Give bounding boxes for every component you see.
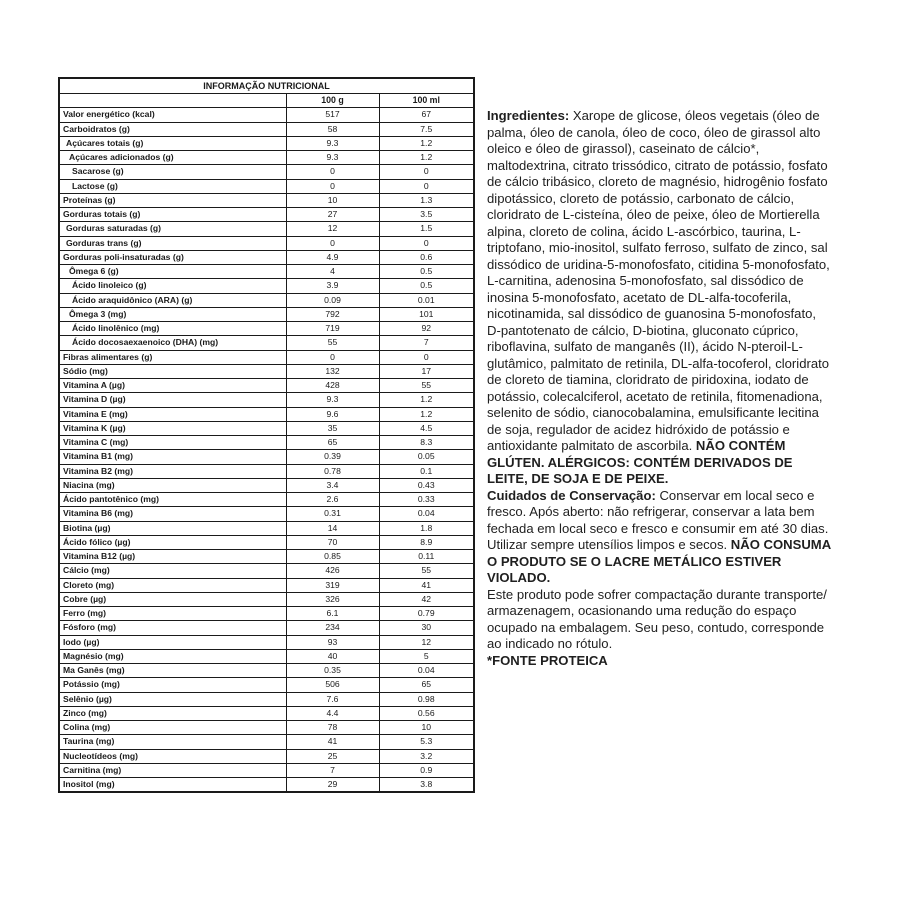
table-row (59, 393, 474, 407)
table-row (59, 122, 474, 136)
nutrient-name: Ômega 6 (g) (59, 265, 286, 279)
table-row (59, 564, 474, 578)
nutrient-name: Cobre (µg) (59, 592, 286, 606)
nutrition-facts-table (58, 77, 475, 793)
nutrient-name: Ácido docosaexaenoico (DHA) (mg) (59, 336, 286, 350)
nutrient-name: Magnésio (mg) (59, 649, 286, 663)
value-per-100g: 65 (286, 436, 379, 450)
value-per-100ml: 0 (379, 350, 474, 364)
value-per-100ml: 10 (379, 721, 474, 735)
table-row (59, 222, 474, 236)
value-per-100g: 319 (286, 578, 379, 592)
nutrient-name: Gorduras saturadas (g) (59, 222, 286, 236)
table-row (59, 165, 474, 179)
table-row (59, 721, 474, 735)
value-per-100ml: 0.79 (379, 607, 474, 621)
table-row (59, 407, 474, 421)
value-per-100ml: 0.56 (379, 706, 474, 720)
value-per-100g: 4.9 (286, 250, 379, 264)
table-row (59, 208, 474, 222)
value-per-100g: 132 (286, 364, 379, 378)
nutrient-name: Ma Ganês (mg) (59, 664, 286, 678)
value-per-100ml: 3.8 (379, 778, 474, 793)
table-row (59, 322, 474, 336)
value-per-100g: 0 (286, 179, 379, 193)
nutrient-name: Açúcares adicionados (g) (59, 151, 286, 165)
nutrient-name: Valor energético (kcal) (59, 108, 286, 122)
value-per-100g: 7.6 (286, 692, 379, 706)
compaction-note: Este produto pode sofrer compactação durante transporte/ armazenagem, ocasionando uma redução do espaço ocupado na embalagem. Seu peso, contudo, corresponde ao indicado no rótulo. (487, 586, 827, 651)
table-row (59, 664, 474, 678)
value-per-100g: 4.4 (286, 706, 379, 720)
nutrient-name: Vitamina B6 (mg) (59, 507, 286, 521)
value-per-100ml: 17 (379, 364, 474, 378)
value-per-100g: 517 (286, 108, 379, 122)
table-row (59, 179, 474, 193)
value-per-100ml: 0.6 (379, 250, 474, 264)
value-per-100g: 2.6 (286, 493, 379, 507)
value-per-100g: 10 (286, 193, 379, 207)
value-per-100ml: 67 (379, 108, 474, 122)
nutrient-name: Vitamina A (µg) (59, 379, 286, 393)
nutrient-name: Ferro (mg) (59, 607, 286, 621)
nutrient-name: Gorduras trans (g) (59, 236, 286, 250)
nutrient-name: Iodo (µg) (59, 635, 286, 649)
value-per-100ml: 7 (379, 336, 474, 350)
nutrient-name: Gorduras totais (g) (59, 208, 286, 222)
table-row (59, 293, 474, 307)
value-per-100ml: 0.5 (379, 279, 474, 293)
value-per-100ml: 1.3 (379, 193, 474, 207)
value-per-100ml: 4.5 (379, 421, 474, 435)
nutrient-name: Carnitina (mg) (59, 763, 286, 777)
value-per-100g: 3.4 (286, 478, 379, 492)
table-row (59, 379, 474, 393)
value-per-100ml: 3.2 (379, 749, 474, 763)
value-per-100g: 9.3 (286, 151, 379, 165)
table-row (59, 507, 474, 521)
value-per-100g: 0.31 (286, 507, 379, 521)
value-per-100g: 9.3 (286, 393, 379, 407)
table-row (59, 749, 474, 763)
value-per-100ml: 0.04 (379, 664, 474, 678)
protein-source-footnote: *FONTE PROTEICA (487, 652, 608, 668)
value-per-100ml: 0.33 (379, 493, 474, 507)
table-row (59, 464, 474, 478)
value-per-100ml: 0.1 (379, 464, 474, 478)
value-per-100ml: 0 (379, 236, 474, 250)
value-per-100ml: 1.8 (379, 521, 474, 535)
nutrient-name: Vitamina B12 (µg) (59, 550, 286, 564)
value-per-100g: 0 (286, 350, 379, 364)
nutrient-name: Vitamina B2 (mg) (59, 464, 286, 478)
value-per-100ml: 0.9 (379, 763, 474, 777)
nutrient-name: Niacina (mg) (59, 478, 286, 492)
table-row (59, 778, 474, 793)
value-per-100g: 0.78 (286, 464, 379, 478)
table-title-row (59, 78, 474, 94)
value-per-100ml: 101 (379, 307, 474, 321)
table-row (59, 350, 474, 364)
value-per-100g: 0.35 (286, 664, 379, 678)
value-per-100g: 41 (286, 735, 379, 749)
table-row (59, 592, 474, 606)
value-per-100ml: 55 (379, 379, 474, 393)
value-per-100g: 0 (286, 236, 379, 250)
storage-label: Cuidados de Conservação: (487, 487, 656, 503)
value-per-100g: 70 (286, 535, 379, 549)
storage-text: Conservar em local seco e fresco. Após aberto: não refrigerar, conservar a lata bem fechada em local seco e fresco e consumir em até 30 dias. Utilizar sempre utensílios limpos e secos. (487, 487, 829, 552)
nutrient-name: Fósforo (mg) (59, 621, 286, 635)
nutrient-name: Ácido pantotênico (mg) (59, 493, 286, 507)
value-per-100g: 4 (286, 265, 379, 279)
table-row (59, 763, 474, 777)
value-per-100ml: 41 (379, 578, 474, 592)
value-per-100g: 326 (286, 592, 379, 606)
storage-paragraph (487, 488, 832, 587)
table-row (59, 336, 474, 350)
value-per-100ml: 0.05 (379, 450, 474, 464)
table-row (59, 436, 474, 450)
nutrient-name: Ácido fólico (µg) (59, 535, 286, 549)
value-per-100g: 40 (286, 649, 379, 663)
nutrient-name: Carboidratos (g) (59, 122, 286, 136)
value-per-100g: 234 (286, 621, 379, 635)
value-per-100g: 3.9 (286, 279, 379, 293)
nutrient-name: Ômega 3 (mg) (59, 307, 286, 321)
ingredients-paragraph (487, 108, 832, 488)
value-per-100g: 55 (286, 336, 379, 350)
nutrient-name: Vitamina K (µg) (59, 421, 286, 435)
nutrient-name: Proteínas (g) (59, 193, 286, 207)
table-row (59, 193, 474, 207)
nutrient-name: Colina (mg) (59, 721, 286, 735)
nutrient-name: Taurina (mg) (59, 735, 286, 749)
table-row (59, 735, 474, 749)
table-row (59, 535, 474, 549)
header-per-100g: 100 g (286, 94, 379, 108)
nutrient-name: Ácido linolênico (mg) (59, 322, 286, 336)
value-per-100g: 506 (286, 678, 379, 692)
value-per-100g: 58 (286, 122, 379, 136)
ingredients-text: Xarope de glicose, óleos vegetais (óleo de palma, óleo de canola, óleo de coco, óleo de girassol alto oleico e óleo de girassol), caseinato de cálcio*, maltodextrina, citrato trissódico, citrato de potássio, fosfato de cálcio tribásico, cloreto de magnésio, hidrogênio fosfato dipotássico, cloreto de potássio, carbonato de cálcio, cloridrato de L-cisteína, óleo de peixe, óleo de Mortierella alpina, cloreto de colina, ácido L-ascórbico, taurina, L-triptofano, mio-inositol, sulfato ferroso, sulfato de zinco, sal dissódico de uridina-5-monofosfato, citidina 5-monofosfato, L-carnitina, adenosina 5-monofosfato, sal dissódico de inosina 5-monofosfato, acetato de DL-alfa-tocoferila, nicotinamida, sal dissódico de guanosina 5-monofosfato, D-pantotenato de cálcio, D-biotina, gluconato cúprico, riboflavina, sulfato de manganês (II), ácido N-pteroil-L-glutâmico, palmitato de retinila, DL-alfa-tocoferol, cloridrato de cloreto de tiamina, cloridrato de piridoxina, iodato de potássio, colecalciferol, acetato de retinila, fitomenadiona, selenito de sódio, cianocobalamina, emulsificante lecitina de soja, regulador de acidez hidróxido de potássio e antioxidante palmitato de ascorbila. (487, 108, 830, 453)
nutrient-name: Lactose (g) (59, 179, 286, 193)
table-row (59, 307, 474, 321)
table-row (59, 706, 474, 720)
table-title: INFORMAÇÃO NUTRICIONAL (59, 78, 474, 94)
value-per-100g: 27 (286, 208, 379, 222)
value-per-100g: 0.39 (286, 450, 379, 464)
value-per-100ml: 5.3 (379, 735, 474, 749)
table-body (59, 108, 474, 793)
value-per-100ml: 8.9 (379, 535, 474, 549)
value-per-100g: 25 (286, 749, 379, 763)
table-row (59, 521, 474, 535)
seal-warning: NÃO CONSUMA O PRODUTO SE O LACRE METÁLICO ESTIVER VIOLADO. (487, 537, 831, 585)
value-per-100ml: 1.5 (379, 222, 474, 236)
value-per-100ml: 0.04 (379, 507, 474, 521)
value-per-100ml: 5 (379, 649, 474, 663)
value-per-100ml: 0 (379, 165, 474, 179)
nutrient-name: Sódio (mg) (59, 364, 286, 378)
nutrient-name: Vitamina C (mg) (59, 436, 286, 450)
table-row (59, 151, 474, 165)
table-row (59, 478, 474, 492)
value-per-100g: 0.85 (286, 550, 379, 564)
value-per-100g: 0.09 (286, 293, 379, 307)
nutrient-name: Ácido linoleico (g) (59, 279, 286, 293)
table-row (59, 250, 474, 264)
nutrient-name: Selênio (µg) (59, 692, 286, 706)
value-per-100g: 7 (286, 763, 379, 777)
table-row (59, 607, 474, 621)
nutrient-name: Vitamina B1 (mg) (59, 450, 286, 464)
table-row (59, 692, 474, 706)
value-per-100g: 719 (286, 322, 379, 336)
value-per-100ml: 0.5 (379, 265, 474, 279)
value-per-100ml: 12 (379, 635, 474, 649)
value-per-100ml: 0 (379, 179, 474, 193)
table-row (59, 236, 474, 250)
table-row (59, 265, 474, 279)
value-per-100ml: 65 (379, 678, 474, 692)
table-header-row (59, 94, 474, 108)
table-row (59, 550, 474, 564)
value-per-100ml: 3.5 (379, 208, 474, 222)
value-per-100g: 14 (286, 521, 379, 535)
value-per-100g: 9.6 (286, 407, 379, 421)
value-per-100g: 78 (286, 721, 379, 735)
value-per-100ml: 1.2 (379, 393, 474, 407)
header-blank (59, 94, 286, 108)
value-per-100g: 12 (286, 222, 379, 236)
table-row (59, 649, 474, 663)
value-per-100ml: 55 (379, 564, 474, 578)
nutrient-name: Vitamina D (µg) (59, 393, 286, 407)
value-per-100ml: 7.5 (379, 122, 474, 136)
nutrient-name: Ácido araquidônico (ARA) (g) (59, 293, 286, 307)
nutrient-name: Fibras alimentares (g) (59, 350, 286, 364)
value-per-100g: 35 (286, 421, 379, 435)
table-row (59, 493, 474, 507)
table-row (59, 578, 474, 592)
value-per-100g: 6.1 (286, 607, 379, 621)
ingredients-label: Ingredientes: (487, 108, 570, 123)
table-row (59, 678, 474, 692)
value-per-100ml: 0.11 (379, 550, 474, 564)
value-per-100ml: 0.01 (379, 293, 474, 307)
value-per-100ml: 8.3 (379, 436, 474, 450)
table-row (59, 279, 474, 293)
table-row (59, 635, 474, 649)
table-row (59, 108, 474, 122)
nutrient-name: Biotina (µg) (59, 521, 286, 535)
value-per-100ml: 1.2 (379, 407, 474, 421)
nutrient-name: Sacarose (g) (59, 165, 286, 179)
nutrient-name: Cálcio (mg) (59, 564, 286, 578)
nutrient-name: Potássio (mg) (59, 678, 286, 692)
value-per-100ml: 1.2 (379, 136, 474, 150)
value-per-100ml: 42 (379, 592, 474, 606)
value-per-100ml: 1.2 (379, 151, 474, 165)
table-row (59, 450, 474, 464)
value-per-100g: 792 (286, 307, 379, 321)
table-row (59, 621, 474, 635)
value-per-100g: 9.3 (286, 136, 379, 150)
nutrient-name: Inositol (mg) (59, 778, 286, 793)
value-per-100ml: 0.43 (379, 478, 474, 492)
nutrient-name: Nucleotídeos (mg) (59, 749, 286, 763)
value-per-100g: 428 (286, 379, 379, 393)
value-per-100ml: 92 (379, 322, 474, 336)
value-per-100g: 93 (286, 635, 379, 649)
nutrient-name: Açúcares totais (g) (59, 136, 286, 150)
value-per-100g: 29 (286, 778, 379, 793)
nutrient-name: Cloreto (mg) (59, 578, 286, 592)
nutrient-name: Gorduras poli-insaturadas (g) (59, 250, 286, 264)
value-per-100ml: 0.98 (379, 692, 474, 706)
header-per-100ml: 100 ml (379, 94, 474, 108)
label-text-column (487, 108, 832, 669)
nutrient-name: Zinco (mg) (59, 706, 286, 720)
value-per-100g: 0 (286, 165, 379, 179)
table-row (59, 364, 474, 378)
value-per-100g: 426 (286, 564, 379, 578)
nutrient-name: Vitamina E (mg) (59, 407, 286, 421)
value-per-100ml: 30 (379, 621, 474, 635)
table-row (59, 136, 474, 150)
allergen-warning: NÃO CONTÉM GLÚTEN. ALÉRGICOS: CONTÉM DERIVADOS DE LEITE, DE SOJA E DE PEIXE. (487, 438, 793, 486)
table-row (59, 421, 474, 435)
